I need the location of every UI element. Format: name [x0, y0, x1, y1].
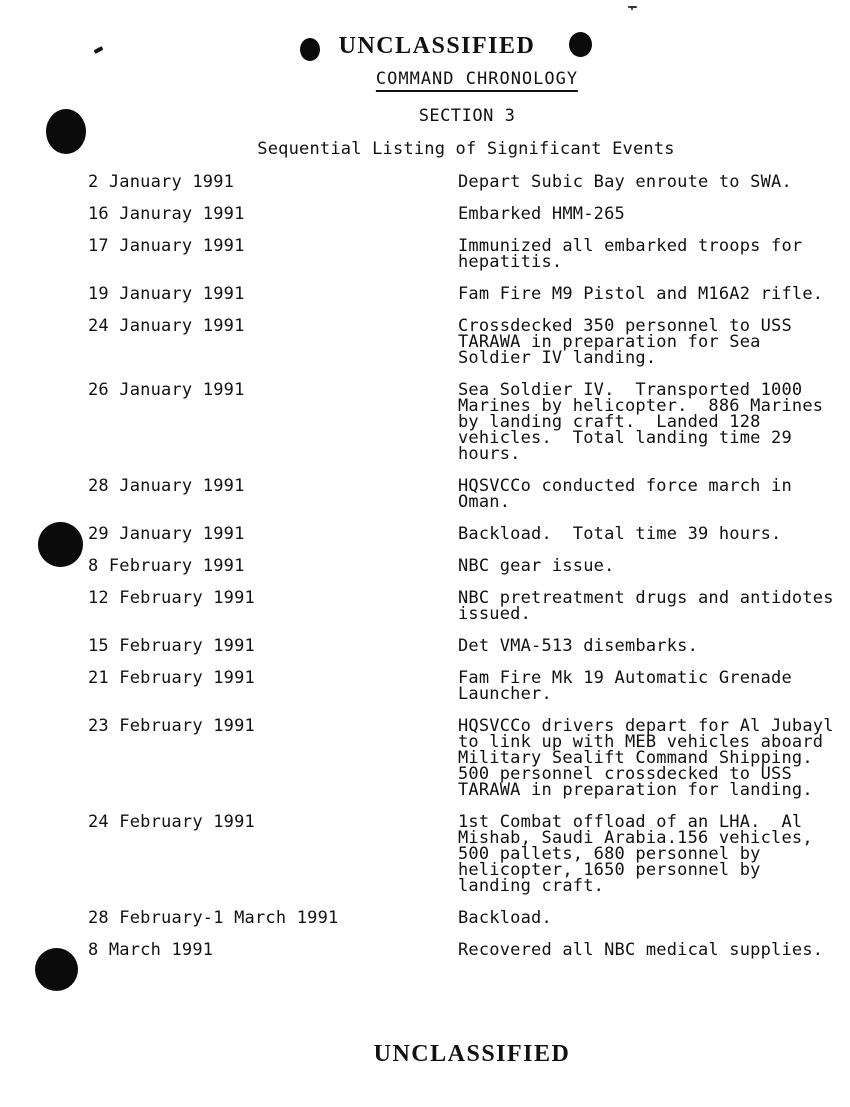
punch-hole-top — [46, 109, 86, 154]
event-row — [88, 638, 843, 654]
event-date: 19 January 1991 — [88, 284, 245, 304]
ink-dash-mark — [628, 6, 637, 8]
event-row — [88, 382, 843, 462]
event-row — [88, 318, 843, 366]
stamp-dot-left — [300, 38, 320, 61]
event-row — [88, 206, 843, 222]
event-description: HQSVCCo conducted force march in Oman. — [458, 476, 792, 512]
section-heading: SECTION 3 — [418, 106, 516, 126]
event-description: Sea Soldier IV. Transported 1000 Marines by helicopter. 886 Marines by landing craft. Landed 128 vehicles. Total landing time 29 hours. — [458, 380, 824, 464]
event-description: Immunized all embarked troops for hepatitis. — [458, 236, 803, 272]
event-date: 24 January 1991 — [88, 316, 245, 336]
event-description: HQSVCCo drivers depart for Al Jubayl to link up with MEB vehicles aboard Military Sealift Command Shipping. 500 personnel crossdecked to USS TARAWA in preparation for landing. — [458, 716, 834, 800]
event-date: 26 January 1991 — [88, 380, 245, 400]
event-row — [88, 174, 843, 190]
classification-footer: UNCLASSIFIED — [373, 1041, 571, 1067]
event-description: Fam Fire Mk 19 Automatic Grenade Launcher. — [458, 668, 792, 704]
event-description: Recovered all NBC medical supplies. — [458, 940, 824, 960]
event-row — [88, 910, 843, 926]
event-row — [88, 814, 843, 894]
punch-hole-middle — [38, 522, 83, 567]
event-description: Backload. — [458, 908, 552, 928]
classification-header: UNCLASSIFIED — [338, 33, 536, 59]
event-row — [88, 526, 843, 542]
event-description: 1st Combat offload of an LHA. Al Mishab, Saudi Arabia.156 vehicles, 500 pallets, 680 personnel by helicopter, 1650 personnel by landing craft. — [458, 812, 813, 896]
event-row — [88, 238, 843, 270]
event-date: 15 February 1991 — [88, 636, 255, 656]
event-row — [88, 590, 843, 622]
event-date: 23 February 1991 — [88, 716, 255, 736]
event-row — [88, 670, 843, 702]
document-subtitle: Sequential Listing of Significant Events — [257, 139, 675, 159]
event-date: 8 March 1991 — [88, 940, 214, 960]
event-description: Fam Fire M9 Pistol and M16A2 rifle. — [458, 284, 824, 304]
event-date: 28 February-1 March 1991 — [88, 908, 339, 928]
ink-speck-mark — [94, 46, 104, 54]
document-title: COMMAND CHRONOLOGY — [376, 69, 578, 92]
event-description: NBC pretreatment drugs and antidotes issued. — [458, 588, 834, 624]
events-list — [88, 174, 843, 974]
event-description: Crossdecked 350 personnel to USS TARAWA in preparation for Sea Soldier IV landing. — [458, 316, 792, 368]
event-row — [88, 718, 843, 798]
event-row — [88, 942, 843, 958]
event-date: 28 January 1991 — [88, 476, 245, 496]
event-description: Embarked HMM-265 — [458, 204, 625, 224]
punch-hole-bottom — [35, 948, 78, 991]
stamp-dot-right — [569, 32, 592, 57]
event-date: 2 January 1991 — [88, 172, 235, 192]
event-date: 16 Januray 1991 — [88, 204, 245, 224]
event-date: 8 February 1991 — [88, 556, 245, 576]
event-row — [88, 478, 843, 510]
event-description: Det VMA-513 disembarks. — [458, 636, 699, 656]
event-row — [88, 558, 843, 574]
event-description: NBC gear issue. — [458, 556, 615, 576]
event-row — [88, 286, 843, 302]
event-date: 12 February 1991 — [88, 588, 255, 608]
event-date: 21 February 1991 — [88, 668, 255, 688]
event-description: Backload. Total time 39 hours. — [458, 524, 782, 544]
event-date: 24 February 1991 — [88, 812, 255, 832]
event-description: Depart Subic Bay enroute to SWA. — [458, 172, 792, 192]
event-date: 29 January 1991 — [88, 524, 245, 544]
event-date: 17 January 1991 — [88, 236, 245, 256]
